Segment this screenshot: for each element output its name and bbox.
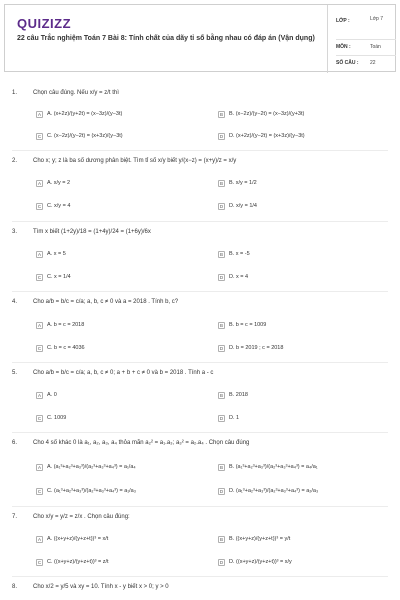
question-number: 7. [12,514,18,520]
option-text: D. ((x+y+z)/(y+z+t))³ = x/y [229,559,292,565]
option-d[interactable] [218,343,283,353]
option-letter-box: D [219,274,224,280]
option-text: D. 1 [229,415,240,421]
option-letter-box: B [219,536,223,542]
option-letter-box: D [219,559,224,565]
question-text: Cho a/b = b/c = c/a; a, b, c ≠ 0 và a = 2018 . Tính b, c? [33,299,179,305]
option-letter-box: A [37,392,41,398]
option-c[interactable] [36,486,136,496]
option-letter-box: C [37,345,42,351]
option-text: A. x/y = 2 [47,180,71,186]
option-letter-box: A [37,180,41,186]
option-a[interactable] [36,249,66,259]
option-text: A. (a₁³+a₂³+a₃³)/(a₂³+a₃³+a₄³) = a₁/a₄ [47,464,136,470]
question-text: Cho 4 số khác 0 là a₁, a₂, a₃, a₄ thỏa mãn a₂² = a₁.a₃; a₃² = a₂.a₄ . Chọn câu đúng [33,440,250,446]
option-letter-box: C [37,488,42,494]
option-a[interactable] [36,178,70,188]
option-b[interactable] [218,249,250,259]
option-letter-box: A [37,464,41,470]
question-text: Cho x/y = y/z = z/x . Chọn câu đúng: [33,514,130,520]
option-text: B. 2018 [229,392,248,398]
option-text: D. x = 4 [229,274,249,280]
question-divider [12,150,388,151]
option-b[interactable] [218,178,257,188]
option-letter-box: C [37,133,42,139]
option-letter-box: A [37,536,41,542]
option-c[interactable] [36,343,85,353]
option-a[interactable] [36,109,122,119]
option-b[interactable] [218,534,290,544]
option-letter-box: D [219,345,224,351]
option-b[interactable] [218,390,248,400]
option-text: C. b = c = 4036 [47,345,85,351]
question-number: 4. [12,299,18,305]
option-letter-box: C [37,274,42,280]
header-divider [327,5,328,73]
option-text: A. 0 [47,392,57,398]
question-divider [12,506,388,507]
question-number: 6. [12,440,18,446]
option-c[interactable] [36,413,66,423]
worksheet-title: 22 câu Trắc nghiệm Toán 7 Bài 8: Tính chất của dãy tỉ số bằng nhau có đáp án (Vận dụng) [17,35,315,42]
option-letter-box: A [37,111,41,117]
option-a[interactable] [36,320,84,330]
option-letter-box: C [37,559,42,565]
lop-label: LỚP : [336,18,350,24]
socau-label: SỐ CÂU : [336,60,359,66]
option-text: D. b = 2019 ; c = 2018 [229,345,284,351]
socau-value: 22 [370,60,376,66]
option-text: D. (a₁³+a₂³+a₃³)/(a₂³+a₃³+a₄³) = a₂/a₃ [229,488,319,494]
option-text: C. (a₁³+a₂³+a₃³)/(a₂³+a₃³+a₄³) = a₁/a₃ [47,488,136,494]
question-divider [12,576,388,577]
option-letter-box: B [219,251,223,257]
option-letter-box: D [219,488,224,494]
option-a[interactable] [36,534,108,544]
worksheet-header [4,4,396,72]
option-a[interactable] [36,390,57,400]
option-letter-box: D [219,203,224,209]
option-text: A. (x+2z)/(y+2t) = (x−3z)/(y−3t) [47,111,123,117]
option-text: C. (x−2z)/(y−2t) = (x+3z)/(y−3t) [47,133,123,139]
option-letter-box: B [219,392,223,398]
option-text: B. (a₁³+a₂³+a₃³)/(a₂³+a₃³+a₄³) = a₄/a₁ [229,464,318,470]
option-text: C. x/y = 4 [47,203,71,209]
option-b[interactable] [218,109,304,119]
question-text: Cho x; y; z là ba số dương phân biệt. Tìm tỉ số x/y biết y/(x−z) = (x+y)/z = x/y [33,158,237,164]
option-c[interactable] [36,557,109,567]
question-number: 1. [12,90,18,96]
question-number: 8. [12,584,18,590]
option-text: B. b = c = 1009 [229,322,267,328]
question-text: Cho x/2 = y/5 và xy = 10. Tính x - y biết x > 0; y > 0 [33,584,169,590]
meta-divider [336,55,396,56]
question-number: 3. [12,229,18,235]
question-text: Chọn câu đúng. Nếu x/y = z/t thì [33,90,119,96]
option-text: B. x/y = 1/2 [229,180,257,186]
option-letter-box: B [219,111,223,117]
lop-value: Lớp 7 [370,16,384,22]
question-text: Tìm x biết (1+2y)/18 = (1+4y)/24 = (1+6y)/6x [33,229,151,235]
option-d[interactable] [218,131,305,141]
option-text: C. ((x+y+z)/(y+z+t))³ = z/t [47,559,109,565]
option-text: D. (x+2z)/(y−2t) = (x+3z)/(y−3t) [229,133,305,139]
option-letter-box: D [219,415,224,421]
option-c[interactable] [36,131,123,141]
option-d[interactable] [218,413,239,423]
option-letter-box: A [37,322,41,328]
option-d[interactable] [218,486,318,496]
mon-label: MÔN : [336,44,351,50]
option-text: D. x/y = 1/4 [229,203,257,209]
option-text: A. b = c = 2018 [47,322,85,328]
option-text: C. 1009 [47,415,67,421]
meta-divider [336,39,396,40]
question-divider [12,221,388,222]
question-number: 5. [12,370,18,376]
option-text: C. x = 1/4 [47,274,71,280]
quizizz-logo: QUIZIZZ [17,16,72,31]
option-letter-box: B [219,322,223,328]
mon-value: Toán [370,44,381,50]
option-letter-box: D [219,133,224,139]
option-letter-box: A [37,251,41,257]
option-letter-box: C [37,415,42,421]
option-letter-box: B [219,464,223,470]
option-c[interactable] [36,201,70,211]
question-divider [12,291,388,292]
question-text: Cho a/b = b/c = c/a; a, b, c ≠ 0; a + b + c ≠ 0 và b = 2018 . Tính a - c [33,370,214,376]
option-letter-box: B [219,180,223,186]
option-letter-box: C [37,203,42,209]
option-d[interactable] [218,201,257,211]
option-text: A. x = 5 [47,251,66,257]
option-text: B. (x−2z)/(y−2t) = (x−3z)/(y+3t) [229,111,305,117]
option-a[interactable] [36,462,136,472]
option-text: A. ((x+y+z)/(y+z+t))³ = x/t [47,536,109,542]
option-d[interactable] [218,557,292,567]
option-text: B. x = -5 [229,251,250,257]
option-b[interactable] [218,462,318,472]
option-text: B. ((x+y+z)/(y+z+t))³ = y/t [229,536,291,542]
option-c[interactable] [36,272,71,282]
question-number: 2. [12,158,18,164]
question-divider [12,432,388,433]
option-b[interactable] [218,320,266,330]
option-d[interactable] [218,272,248,282]
question-divider [12,362,388,363]
